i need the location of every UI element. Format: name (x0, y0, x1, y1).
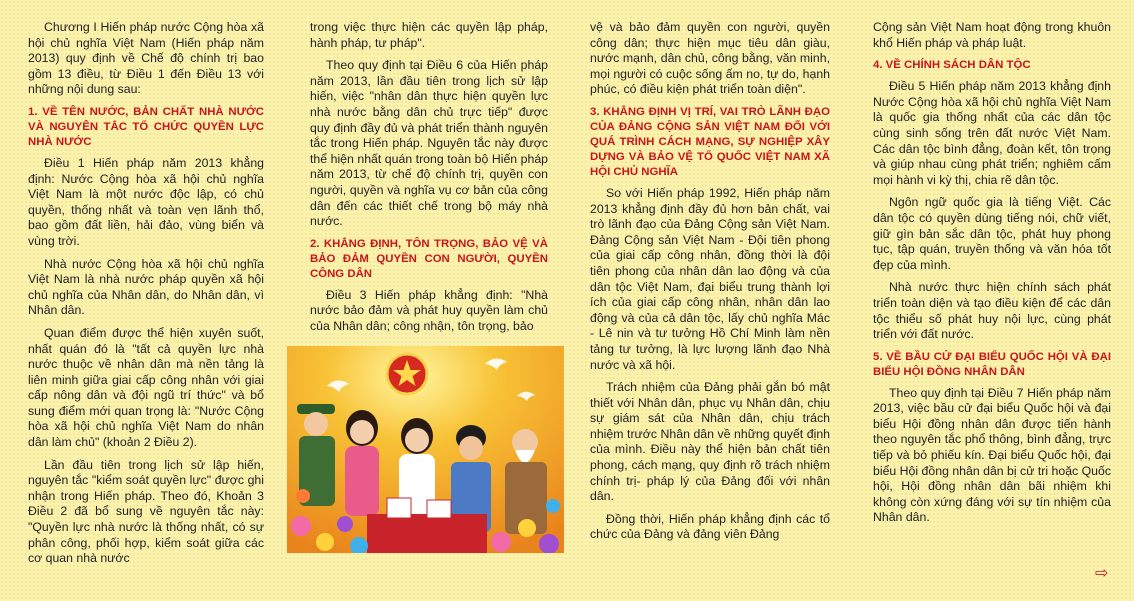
national-emblem-icon (387, 354, 427, 394)
section-2-heading: 2. KHẲNG ĐỊNH, TÔN TRỌNG, BẢO VỆ VÀ BẢO ĐẢM QUYỀN CON NGƯỜI, QUYỀN CÔNG DÂN (310, 237, 548, 280)
paragraph: Cộng sản Việt Nam hoạt động trong khuôn khổ Hiến pháp và pháp luật. (873, 20, 1111, 50)
paragraph: Điều 5 Hiến pháp năm 2013 khẳng định Nước Cộng hòa xã hội chủ nghĩa Việt Nam là quốc gia thống nhất của các dân tộc cùng sinh sống trên đất nước Việt Nam. Các dân tộc bình đẳng, đoàn kết, tôn trọng và giúp nhau cùng phát triển; nghiêm cấm mọi hành vi kỳ thị, chia rẽ dân tộc. (873, 79, 1111, 187)
section-1-heading: 1. VỀ TÊN NƯỚC, BẢN CHẤT NHÀ NƯỚC VÀ NGUYÊN TẮC TỔ CHỨC QUYỀN LỰC NHÀ NƯỚC (28, 105, 264, 148)
column-4 (873, 20, 1111, 533)
paragraph: trong việc thực hiện các quyền lập pháp, hành pháp, tư pháp". (310, 20, 548, 50)
paragraph: Lần đầu tiên trong lịch sử lập hiến, nguyên tắc "kiểm soát quyền lực" được ghi nhận trong Hiến pháp. Theo đó, Khoản 3 Điều 2 đã bổ sung về nguyên tắc này: "Quyền lực nhà nước là thống nhất, có sự phân công, phối hợp, kiểm soát giữa các cơ quan nhà nước (28, 457, 264, 566)
column-3 (590, 20, 830, 550)
section-5-heading: 5. VỀ BẦU CỬ ĐẠI BIỂU QUỐC HỘI VÀ ĐẠI BIỂU HỘI ĐỒNG NHÂN DÂN (873, 350, 1111, 378)
illustration-art (287, 346, 564, 553)
paragraph: Theo quy định tại Điều 7 Hiến pháp năm 2013, việc bầu cử đại biểu Quốc hội và đại biểu Hội đồng nhân dân được tiến hành theo nguyên tắc phổ thông, bình đẳng, trực tiếp và bỏ phiếu kín. Đại biểu Quốc hội, đại biểu Hội đồng nhân dân bị cử tri hoặc Quốc hội, Hội đồng nhân dân bãi nhiệm khi không còn xứng đáng với sự tín nhiệm của Nhân dân. (873, 385, 1111, 525)
paragraph: Theo quy định tại Điều 6 của Hiến pháp năm 2013, lần đầu tiên trong lịch sử lập hiến, việc "nhân dân thực hiện quyền lực nhà nước bằng dân chủ trực tiếp" được quy định đầy đủ và phát triển thành nguyên tắc trong Hiến pháp. Nguyên tắc này được thể hiện nhất quán trong toàn bộ Hiến pháp năm 2013, từ chế độ chính trị, quyền con người, quyền và nghĩa vụ cơ bản của công dân đến các thiết chế trong bộ máy nhà nước. (310, 58, 548, 229)
column-1 (28, 20, 264, 574)
paragraph: Ngôn ngữ quốc gia là tiếng Việt. Các dân tộc có quyền dùng tiếng nói, chữ viết, giữ gìn bản sắc dân tộc, phát huy phong tục, tập quán, truyền thống và văn hóa tốt đẹp của mình. (873, 195, 1111, 272)
column-2 (310, 20, 548, 342)
paragraph: So với Hiến pháp 1992, Hiến pháp năm 2013 khẳng định đầy đủ hơn bản chất, vai trò lãnh đạo của Đảng Cộng sản Việt Nam. Đảng Cộng sản Việt Nam - Đội tiên phong của giai cấp công nhân, đồng thời là đội tiên phong của nhân dân lao động và của dân tộc Việt Nam, đại biểu trung thành lợi ích của giai cấp công nhân, nhân dân lao động và của cả dân tộc, lấy chủ nghĩa Mác - Lê nin và tư tưởng Hồ Chí Minh làm nền tảng tư tưởng, là lực lượng lãnh đạo Nhà nước và xã hội. (590, 185, 830, 372)
intro-paragraph: Chương I Hiến pháp nước Cộng hòa xã hội chủ nghĩa Việt Nam (Hiến pháp năm 2013) quy định về Chế độ chính trị bao gồm 13 điều, từ Điều 1 đến Điều 13 với những nội dung sau: (28, 20, 264, 97)
paragraph: Trách nhiệm của Đảng phải gắn bó mật thiết với Nhân dân, phục vụ Nhân dân, chịu sự giám sát của Nhân dân, chịu trách nhiệm trước Nhân dân về những quyết định của mình. Điều này thể hiện bản chất tiên phong, cách mạng, quy định rõ trách nhiệm chính trị- pháp lý của Đảng đối với nhân dân. (590, 380, 830, 504)
section-3-heading: 3. KHẲNG ĐỊNH VỊ TRÍ, VAI TRÒ LÃNH ĐẠO CỦA ĐẢNG CỘNG SẢN VIỆT NAM ĐỐI VỚI QUÁ TRÌNH CÁCH MẠNG, SỰ NGHIỆP XÂY DỰNG VÀ BẢO VỆ TỔ QUỐC VIỆT NAM XÃ HỘI CHỦ NGHĨA (590, 105, 830, 178)
paragraph: vệ và bảo đảm quyền con người, quyền công dân; thực hiện mục tiêu dân giàu, nước mạnh, dân chủ, công bằng, văn minh, mọi người có cuộc sống ấm no, tự do, hạnh phúc, có điều kiện phát triển toàn diện". (590, 20, 830, 97)
paragraph: Đồng thời, Hiến pháp khẳng định các tổ chức của Đảng và đảng viên Đảng (590, 511, 830, 542)
paragraph: Nhà nước thực hiện chính sách phát triển toàn diện và tạo điều kiện để các dân tộc thiểu số phát huy nội lực, cùng phát triển với đất nước. (873, 280, 1111, 342)
woman-figure-1 (345, 410, 379, 516)
section-4-heading: 4. VỀ CHÍNH SÁCH DÂN TỘC (873, 59, 1031, 72)
paragraph: Nhà nước Cộng hòa xã hội chủ nghĩa Việt Nam là nhà nước pháp quyền xã hội chủ nghĩa của Nhân dân, do Nhân dân, vì Nhân dân. (28, 256, 264, 318)
paragraph: Điều 3 Hiến pháp khẳng định: "Nhà nước bảo đảm và phát huy quyền làm chủ của Nhân dân; công nhận, tôn trọng, bảo (310, 287, 548, 333)
paragraph: Quan điểm được thể hiện xuyên suốt, nhất quán đó là "tất cả quyền lực nhà nước thuộc về nhân dân mà nền tảng là liên minh giữa giai cấp công nhân với giai cấp nông dân và đội ngũ trí thức" và bổ sung điểm mới quan trọng là: "Nước Cộng hòa xã hội chủ nghĩa Việt Nam do nhân dân làm chủ" (khoản 2 Điều 2). (28, 325, 264, 450)
paragraph: Điều 1 Hiến pháp năm 2013 khẳng định: Nước Cộng hòa xã hội chủ nghĩa Việt Nam là một nước độc lập, có chủ quyền, thống nhất và toàn vẹn lãnh thổ, bao gồm đất liền, hải đảo, vùng biển và vùng trời. (28, 155, 264, 248)
arrow-right-icon[interactable]: ⇨ (1095, 565, 1109, 582)
election-illustration (287, 346, 564, 553)
